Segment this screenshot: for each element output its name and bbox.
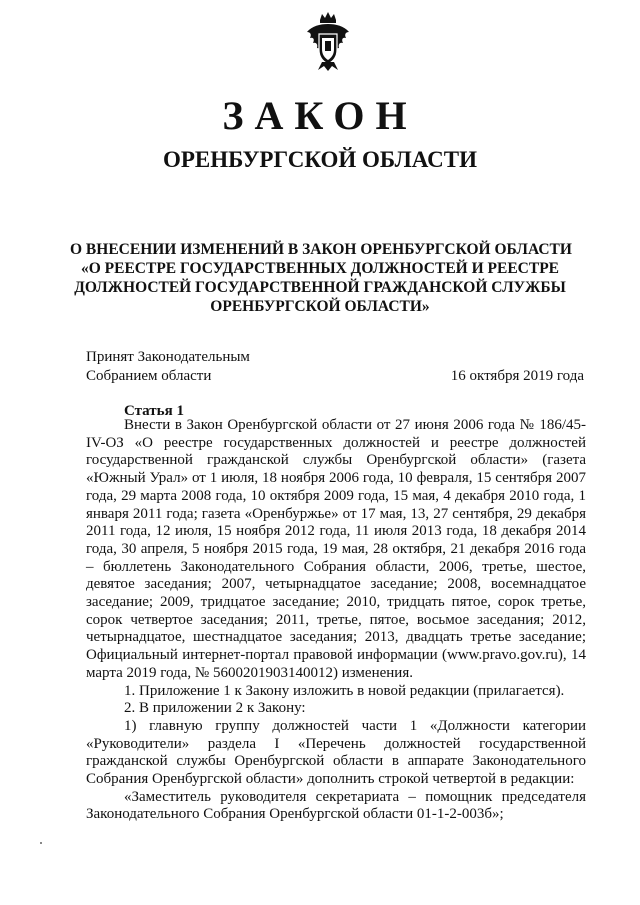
paragraph: 1. Приложение 1 к Закону изложить в новой редакции (прилагается). — [124, 682, 565, 699]
paragraph: Внести в Закон Оренбургской области от 27 июня 2006 года № 186/45-IV-ОЗ «О реестре государственных должностей и реестре должностей государственной гражданской службы Оренбургской области» (газета «Южный Урал» от 1 июля, 18 ноября 2006 года, 10 февраля, 15 сентября 2007 года, 29 марта 2008 года, 10 октября 2009 года, 15 мая, 4 декабря 2010 года, 1 января 2011 года; газета «Оренбуржье» от 17 мая, 13, 27 сентября, 29 декабря 2011 года, 12 июля, 15 ноября 2012 года, 11 июля 2013 года, 18 декабря 2014 года, 30 апреля, 5 ноября 2015 года, 19 мая, 28 октября, 21 декабря 2016 года – бюллетень Законодательного Собрания области, 2006, третье, шестое, девятое заседания; 2007, четырнадцатое заседание; 2008, восемнадцатое заседание; 2009, тридцатое заседание; 2010, тридцать пятое, сорок третье, сорок четвертое заседания; 2011, третье, пятое, восьмое заседания; 2012, четырнадцатое, шестнадцатое заседания; 2013, двадцать третье заседание; Официальный интернет-портал правовой информации (www.pravo.gov.ru), 14 марта 2019 года, № 5600201903140012) изменения. — [86, 417, 586, 681]
article-title: Статья 1 — [124, 403, 184, 419]
article-body — [86, 417, 586, 824]
paragraph: 2. В приложении 2 к Закону: — [124, 700, 306, 717]
paragraph: «Заместитель руководителя секретариата – помощник председателя Законодательного Собрания Оренбургской области 01-1-2-003б»; — [86, 788, 586, 823]
law-heading-line: «О РЕЕСТРЕ ГОСУДАРСТВЕННЫХ ДОЛЖНОСТЕЙ И РЕЕСТРЕ — [80, 260, 560, 277]
adoption-line: Собранием области — [86, 368, 212, 384]
law-heading-line: О ВНЕСЕНИИ ИЗМЕНЕНИЙ В ЗАКОН ОРЕНБУРГСКОЙ ОБЛАСТИ — [70, 241, 572, 258]
law-heading — [70, 240, 570, 316]
scan-speck — [40, 842, 42, 844]
adoption-line: Принят Законодательным — [86, 349, 250, 365]
document-subtitle: ОРЕНБУРГСКОЙ ОБЛАСТИ — [162, 147, 478, 172]
adoption-date: 16 октября 2019 года — [450, 368, 584, 384]
adoption-note — [86, 348, 250, 386]
coat-of-arms-icon — [304, 10, 352, 72]
law-heading-line: ОРЕНБУРГСКОЙ ОБЛАСТИ» — [210, 298, 430, 315]
document-title: ЗАКОН — [222, 93, 418, 138]
paragraph: 1) главную группу должностей части 1 «Должности категории «Руководители» раздела I «Перечень должностей государственной гражданской службы Оренбургской области в аппарате Законодательного Собрания Оренбургской области» дополнить строкой четвертой в редакции: — [86, 717, 586, 788]
law-heading-line: ДОЛЖНОСТЕЙ ГОСУДАРСТВЕННОЙ ГРАЖДАНСКОЙ СЛУЖБЫ — [74, 279, 566, 296]
